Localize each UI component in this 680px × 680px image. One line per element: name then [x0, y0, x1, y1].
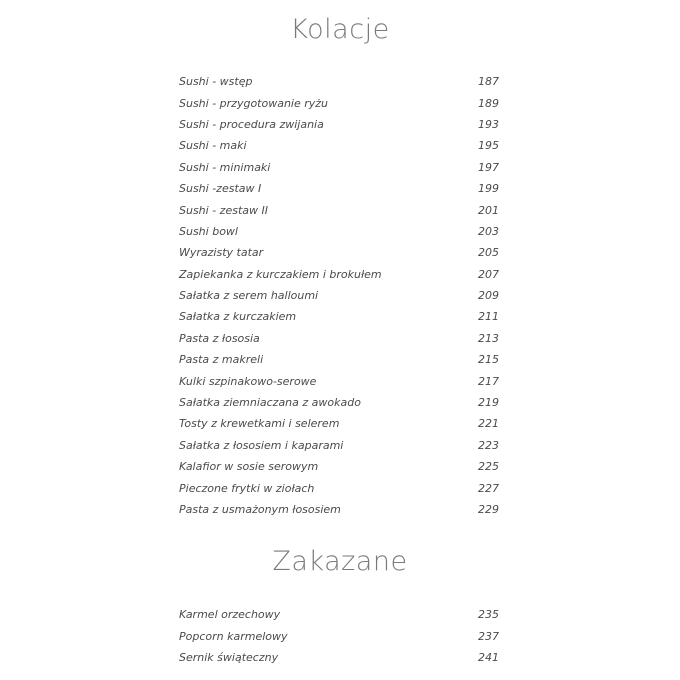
toc-entry-title: Karmel orzechowy [179, 608, 281, 622]
toc-list-zakazane [179, 604, 499, 668]
toc-entry-page-number: 223 [478, 438, 499, 452]
toc-entry[interactable] [179, 221, 499, 242]
toc-entry-page-number: 213 [478, 331, 499, 345]
toc-entry-title: Sushi bowl [179, 224, 238, 238]
toc-entry-page-number: 199 [478, 182, 499, 196]
toc-entry-page-number: 197 [478, 160, 499, 174]
toc-entry-title: Sushi - przygotowanie ryżu [179, 96, 329, 110]
toc-entry-title: Pasta z usmażonym łososiem [179, 503, 341, 516]
toc-entry-page-number: 227 [478, 481, 499, 495]
toc-entry[interactable] [179, 306, 499, 327]
toc-entry-title: Sushi - zestaw II [179, 203, 268, 217]
toc-entry-title: Sałatka z kurczakiem [179, 310, 297, 324]
toc-entry[interactable] [179, 477, 499, 498]
toc-entry[interactable] [179, 285, 499, 306]
toc-entry[interactable] [179, 392, 499, 413]
toc-entry-title: Sushi - procedura zwijania [179, 117, 324, 131]
toc-entry[interactable] [179, 647, 499, 668]
toc-entry-page-number: 203 [478, 224, 499, 238]
toc-entry-title: Zapiekanka z kurczakiem i brokułem [179, 267, 382, 281]
toc-entry[interactable] [179, 92, 499, 113]
toc-entry-page-number: 217 [478, 374, 499, 388]
toc-entry[interactable] [179, 370, 499, 391]
toc-entry-page-number: 189 [478, 96, 499, 110]
toc-entry[interactable] [179, 456, 499, 477]
toc-entry-title: Tosty z krewetkami i selerem [179, 417, 340, 431]
toc-entry-page-number: 225 [478, 460, 499, 474]
toc-entry-title: Pasta z łososia [179, 331, 260, 345]
toc-entry-page-number: 207 [478, 267, 499, 281]
toc-entry-page-number: 237 [478, 629, 499, 643]
toc-entry-page-number: 193 [478, 117, 499, 131]
toc-entry-title: Pieczone frytki w ziołach [179, 481, 315, 495]
toc-entry-title: Sałatka ziemniaczana z awokado [179, 396, 361, 410]
toc-entry-title: Sałatka z serem halloumi [179, 289, 319, 303]
toc-entry-title: Sałatka z łososiem i kaparami [179, 438, 344, 452]
toc-entry[interactable] [179, 625, 499, 646]
toc-entry[interactable] [179, 264, 499, 285]
toc-entry[interactable] [179, 135, 499, 156]
toc-entry[interactable] [179, 413, 499, 434]
toc-entry-page-number: 221 [478, 417, 499, 431]
section-title-kolacje: Kolacje [290, 14, 390, 45]
toc-entry[interactable] [179, 328, 499, 349]
toc-entry-title: Kalafior w sosie serowym [179, 460, 319, 474]
toc-entry-page-number: 201 [478, 203, 499, 217]
toc-entry-title: Sernik świąteczny [179, 650, 279, 664]
toc-entry[interactable] [179, 604, 499, 625]
toc-entry[interactable] [179, 242, 499, 263]
toc-entry-page-number: 211 [478, 310, 499, 324]
toc-entry[interactable] [179, 499, 499, 520]
toc-entry[interactable] [179, 349, 499, 370]
toc-entry-title: Sushi - wstęp [179, 75, 253, 89]
toc-entry-page-number: 195 [478, 139, 499, 153]
toc-entry[interactable] [179, 157, 499, 178]
toc-entry-title: Wyrazisty tatar [179, 246, 264, 260]
toc-entry-page-number: 205 [478, 246, 499, 260]
section-title-zakazane: Zakazane [272, 546, 408, 577]
toc-entry[interactable] [179, 199, 499, 220]
toc-entry-title: Sushi - minimaki [179, 160, 271, 174]
toc-entry-title: Popcorn karmelowy [179, 629, 288, 643]
toc-entry[interactable] [179, 71, 499, 92]
toc-entry-page-number: 235 [478, 608, 499, 622]
toc-entry[interactable] [179, 178, 499, 199]
toc-entry-page-number: 209 [478, 289, 499, 303]
toc-entry-title: Sushi - maki [179, 139, 247, 153]
toc-entry-page-number: 187 [478, 75, 499, 89]
toc-entry-page-number: 215 [478, 353, 499, 367]
toc-entry-page-number: 241 [478, 650, 499, 664]
toc-entry[interactable] [179, 114, 499, 135]
toc-entry-title: Pasta z makreli [179, 353, 264, 367]
toc-entry-page-number: 229 [478, 503, 499, 516]
toc-entry-title: Sushi -zestaw I [179, 182, 262, 196]
toc-list-kolacje [179, 71, 499, 520]
toc-entry[interactable] [179, 435, 499, 456]
toc-entry-page-number: 219 [478, 396, 499, 410]
toc-entry-title: Kulki szpinakowo-serowe [179, 374, 317, 388]
